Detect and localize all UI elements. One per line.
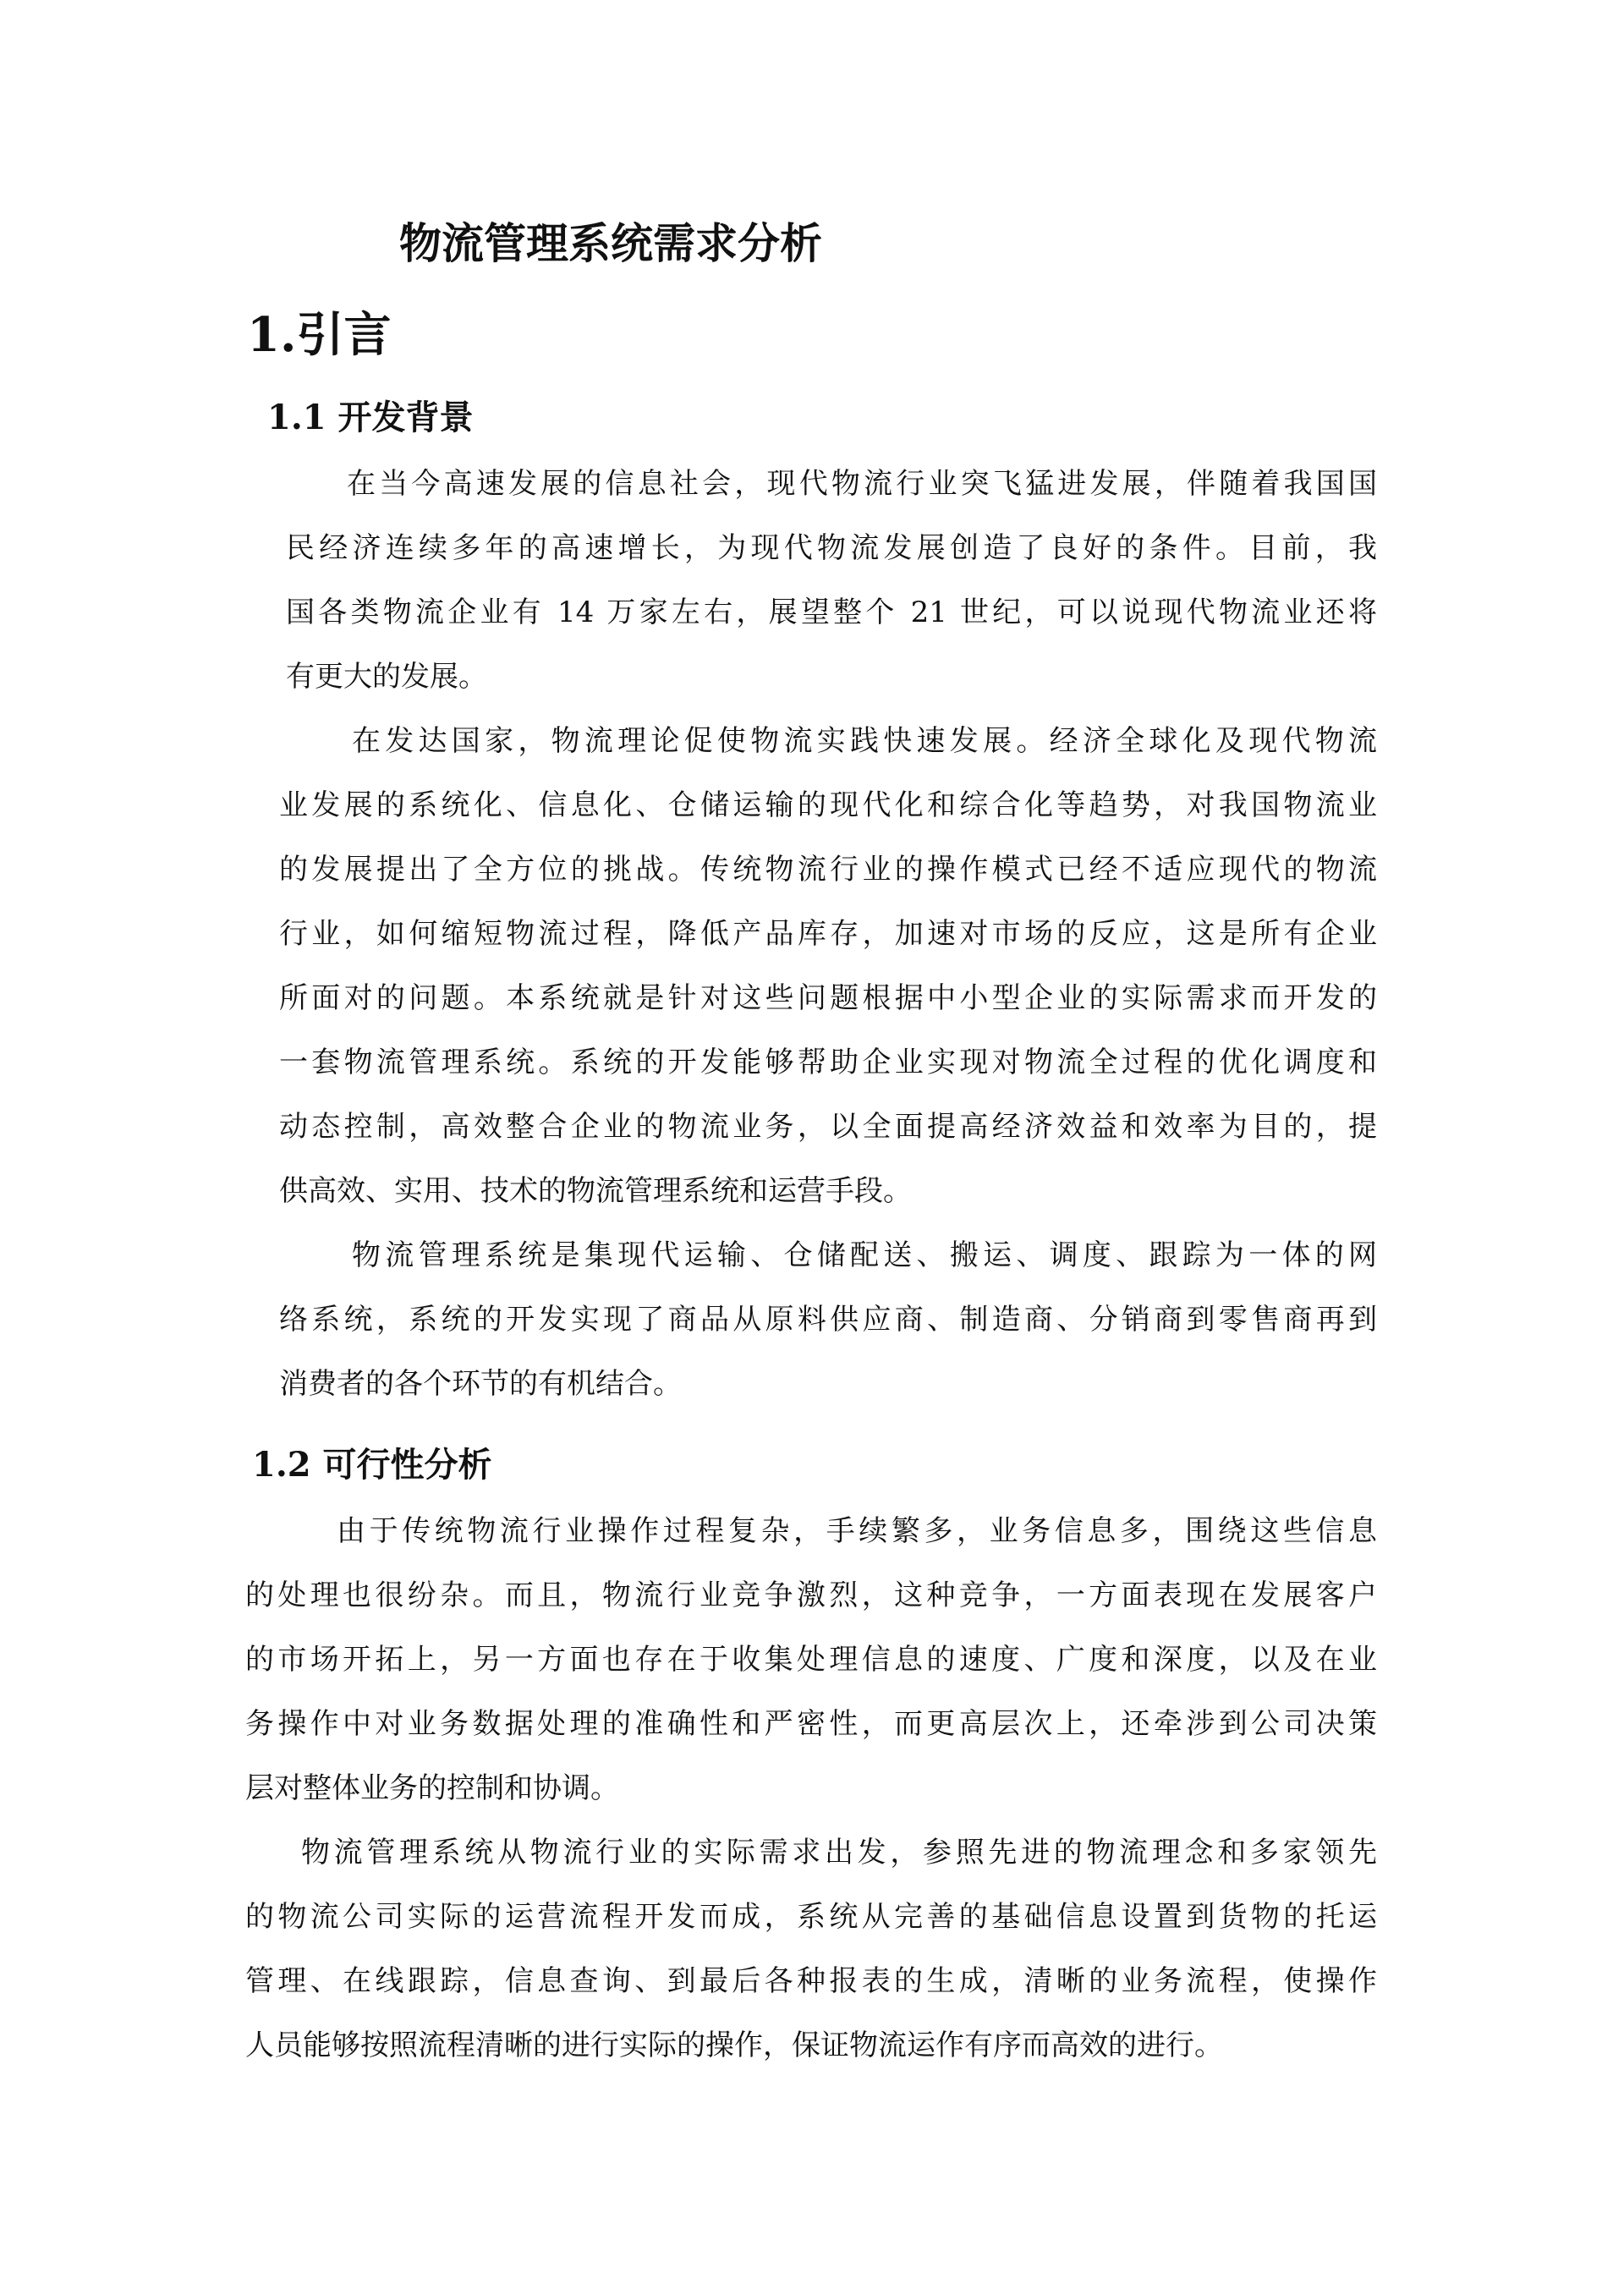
- text-line: 在发达国家，物流理论促使物流实践快速发展。经济全球化及现代物流: [352, 724, 1377, 758]
- text-line: 物流管理系统从物流行业的实际需求出发，参照先进的物流理念和多家领先: [301, 1836, 1377, 1869]
- document-title: 物流管理系统需求分析: [399, 218, 822, 268]
- text-line: 消费者的各个环节的有机结合。: [279, 1367, 682, 1401]
- text-line: 民经济连续多年的高速增长，为现代物流发展创造了良好的条件。目前，我: [286, 531, 1377, 565]
- text-line: 人员能够按照流程清晰的进行实际的操作，保证物流运作有序而高效的进行。: [245, 2029, 1223, 2062]
- text-line: 有更大的发展。: [286, 660, 487, 694]
- text-line: 由于传统物流行业操作过程复杂，手续繁多，业务信息多，围绕这些信息: [337, 1514, 1377, 1548]
- section-heading-introduction: 1.引言: [247, 307, 392, 363]
- text-line: 络系统，系统的开发实现了商品从原料供应商、制造商、分销商到零售商再到: [279, 1303, 1377, 1337]
- text-line: 务操作中对业务数据处理的准确性和严密性，而更高层次上，还牵涉到公司决策: [245, 1707, 1377, 1741]
- text-line: 的发展提出了全方位的挑战。传统物流行业的操作模式已经不适应现代的物流: [279, 853, 1377, 887]
- text-line: 层对整体业务的控制和协调。: [245, 1771, 619, 1805]
- text-line: 物流管理系统是集现代运输、仓储配送、搬运、调度、跟踪为一体的网: [352, 1238, 1377, 1272]
- text-line: 业发展的系统化、信息化、仓储运输的现代化和综合化等趋势，对我国物流业: [279, 788, 1377, 822]
- text-line: 的处理也很纷杂。而且，物流行业竞争激烈，这种竞争，一方面表现在发展客户: [245, 1578, 1377, 1612]
- text-line: 管理、在线跟踪，信息查询、到最后各种报表的生成，清晰的业务流程，使操作: [245, 1964, 1377, 1998]
- text-line: 的物流公司实际的运营流程开发而成，系统从完善的基础信息设置到货物的托运: [245, 1900, 1377, 1934]
- subsection-heading-feasibility: 1.2 可行性分析: [252, 1445, 492, 1485]
- text-line: 所面对的问题。本系统就是针对这些问题根据中小型企业的实际需求而开发的: [279, 981, 1377, 1015]
- text-line: 的市场开拓上，另一方面也存在于收集处理信息的速度、广度和深度，以及在业: [245, 1643, 1377, 1677]
- text-line: 一套物流管理系统。系统的开发能够帮助企业实现对物流全过程的优化调度和: [279, 1046, 1377, 1079]
- text-line: 在当今高速发展的信息社会，现代物流行业突飞猛进发展，伴随着我国国: [347, 467, 1377, 501]
- text-line: 供高效、实用、技术的物流管理系统和运营手段。: [279, 1174, 912, 1208]
- text-line: 国各类物流企业有 14 万家左右，展望整个 21 世纪，可以说现代物流业还将: [286, 596, 1377, 629]
- text-line: 动态控制，高效整合企业的物流业务，以全面提高经济效益和效率为目的，提: [279, 1110, 1377, 1144]
- subsection-heading-background: 1.1 开发背景: [267, 398, 474, 437]
- text-line: 行业，如何缩短物流过程，降低产品库存，加速对市场的反应，这是所有企业: [279, 917, 1377, 951]
